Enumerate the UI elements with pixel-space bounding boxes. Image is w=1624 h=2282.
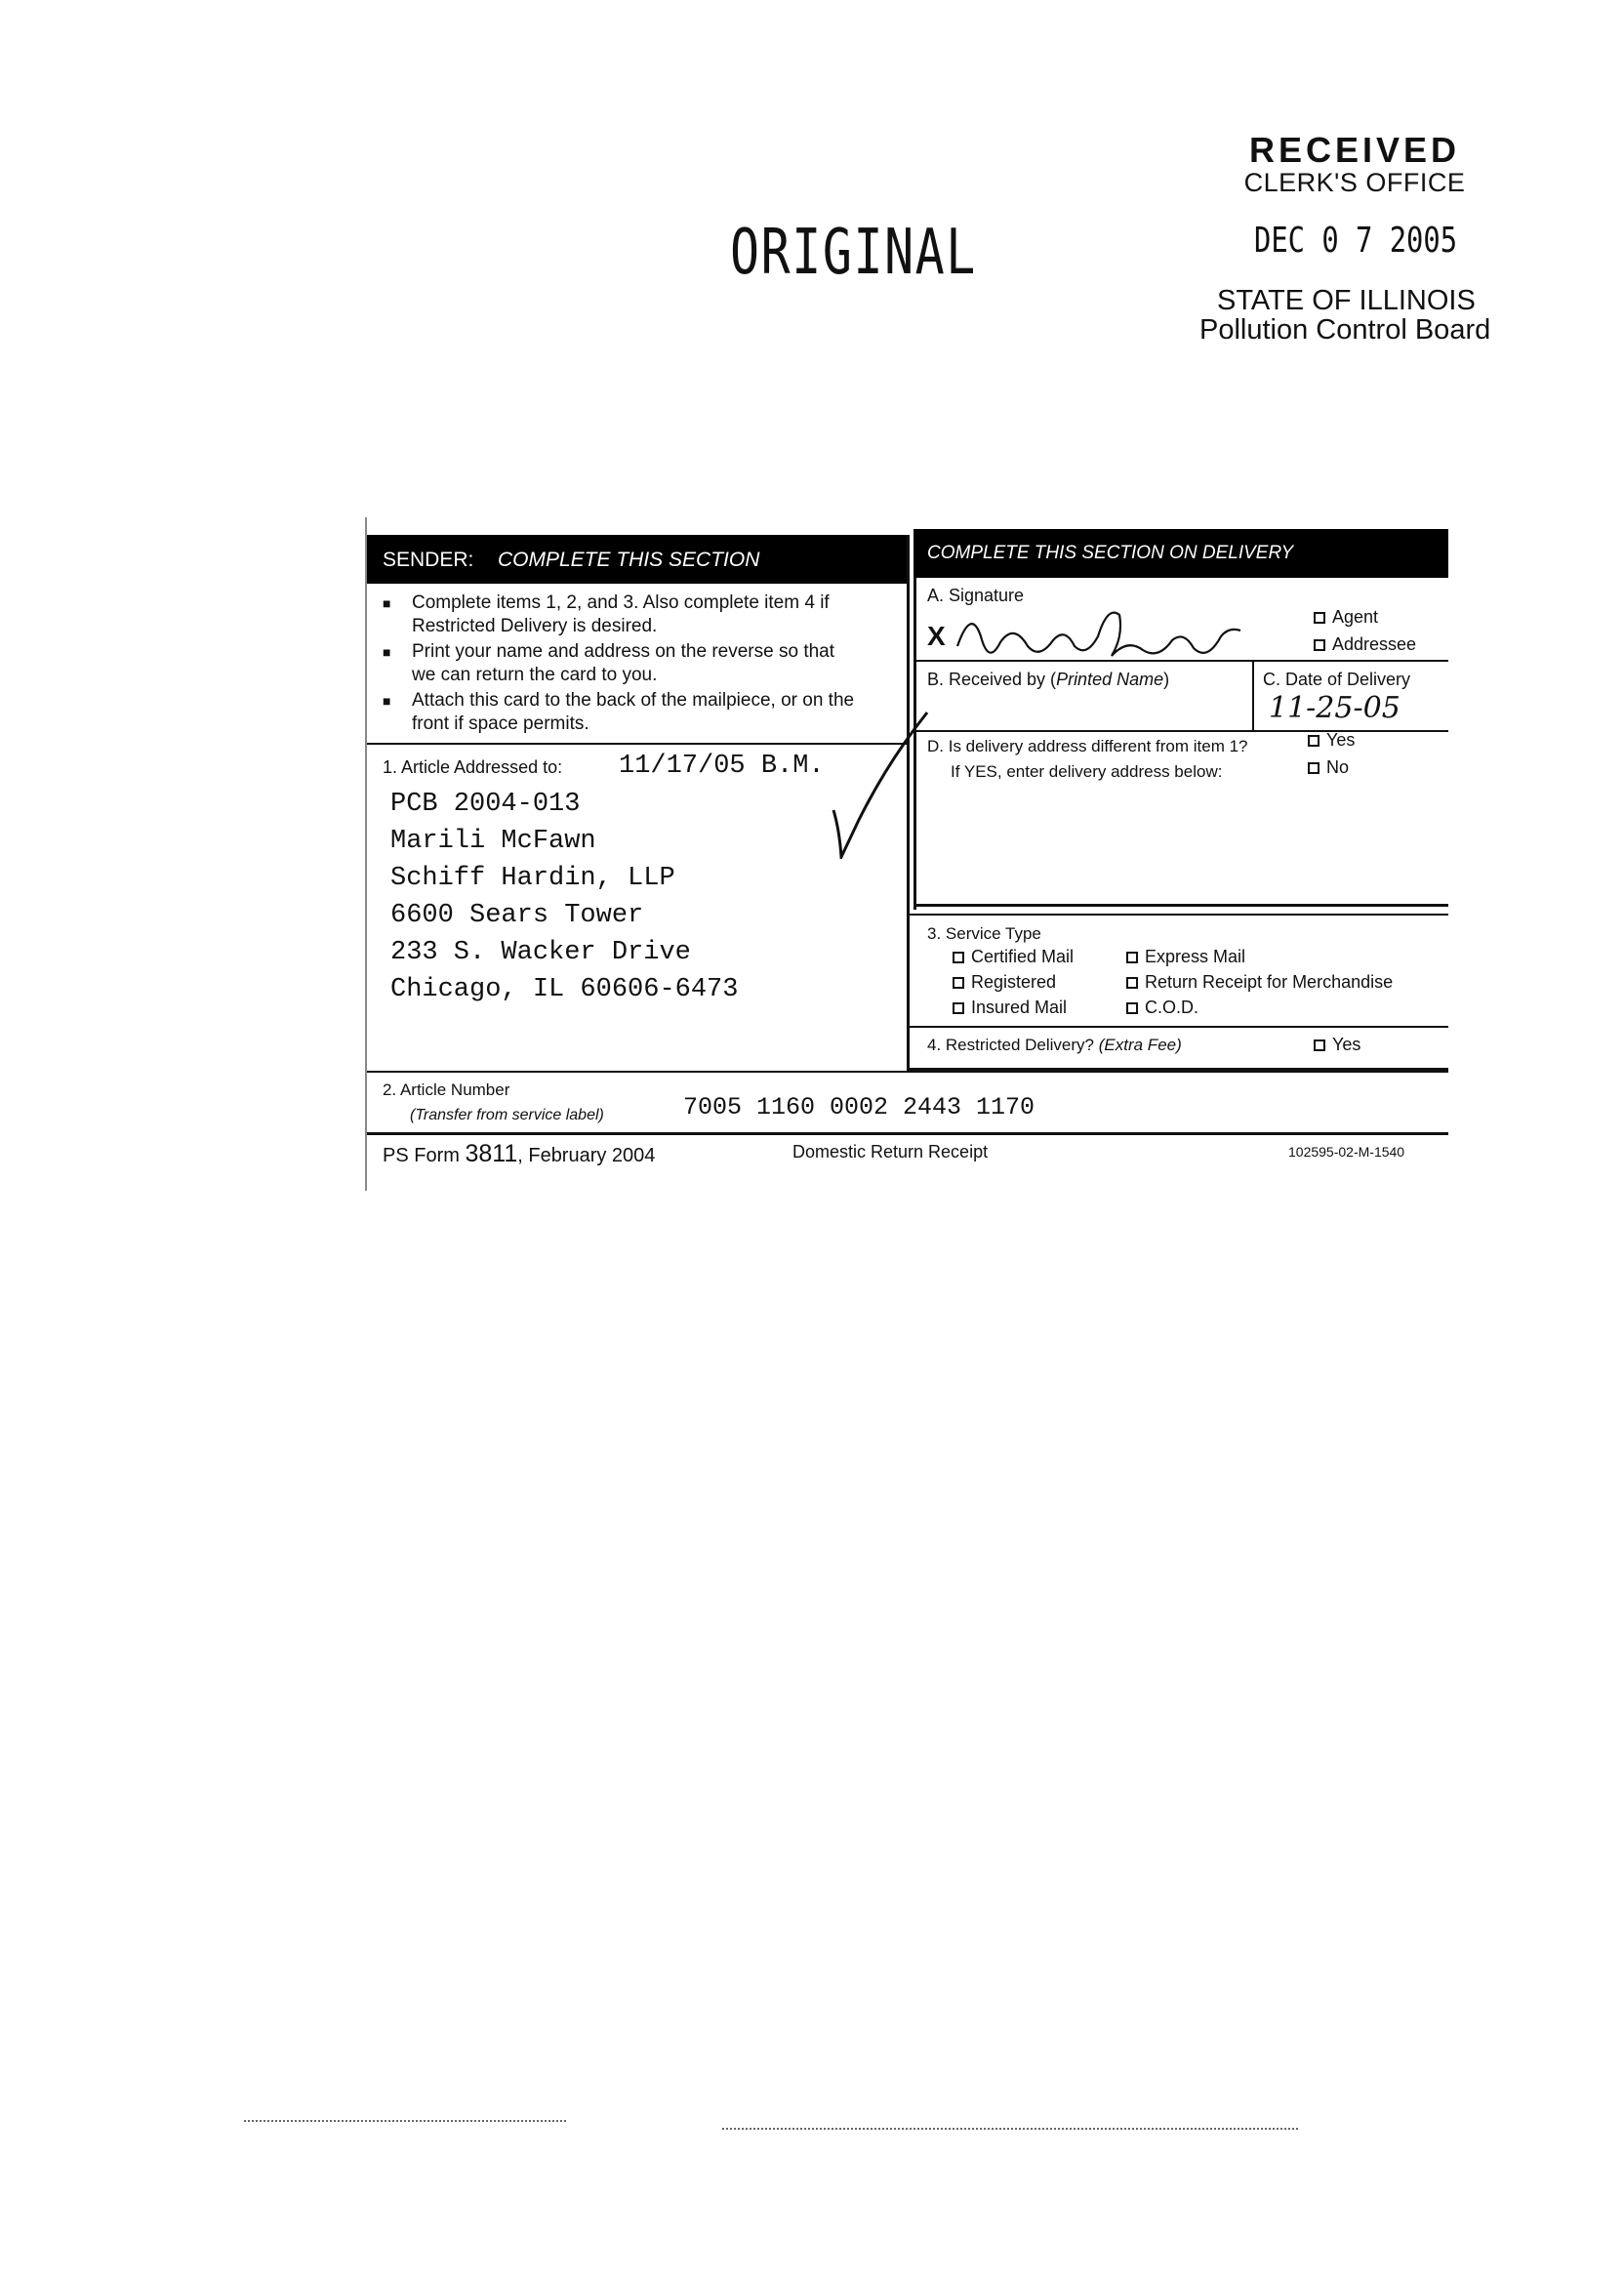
registered-label: Registered [971, 972, 1057, 992]
service-cod[interactable] [1126, 998, 1198, 1018]
service-bottom [907, 1026, 1448, 1028]
express-label: Express Mail [1145, 947, 1246, 966]
footer-top [367, 1132, 1448, 1135]
service-express[interactable] [1126, 947, 1245, 967]
service-registered[interactable] [953, 972, 1056, 993]
service-top [907, 914, 1448, 916]
address-line-5: 233 S. Wacker Drive [390, 938, 691, 967]
date-of-delivery-label: C. Date of Delivery [1263, 670, 1411, 689]
agent-checkbox[interactable] [1314, 612, 1325, 624]
footer-center: Domestic Return Receipt [792, 1142, 989, 1161]
extra-fee-label: (Extra Fee) [1098, 1036, 1182, 1054]
insured-checkbox[interactable] [953, 1002, 964, 1014]
instruction-3: ■ Attach this card to the back of the mailpiece, or on the front if space permits. [412, 689, 871, 736]
different-address-question: D. Is delivery address different from item 1? [927, 737, 1248, 755]
form-prefix: PS Form [383, 1145, 460, 1166]
stamp-state: STATE OF ILLINOIS [1217, 285, 1476, 316]
stamp-received: RECEIVED [1248, 130, 1461, 170]
service-certified[interactable] [953, 947, 1074, 967]
form-date: , February 2004 [517, 1145, 656, 1166]
restricted-yes-label: Yes [1332, 1035, 1361, 1054]
address-block [390, 786, 738, 1008]
stamp-clerks-office: CLERK'S OFFICE [1243, 168, 1466, 197]
addressee-checkbox[interactable] [1314, 639, 1325, 651]
address-line-4: 6600 Sears Tower [390, 901, 644, 930]
left-vertical-line [365, 517, 367, 1191]
article-number-top [367, 1071, 1448, 1073]
address-line-6: Chicago, IL 60606-6473 [390, 975, 739, 1004]
scan-artifact-2 [722, 2128, 1298, 2132]
return-receipt-label: Return Receipt for Merchandise [1145, 972, 1394, 992]
restricted-delivery-label [927, 1033, 1182, 1057]
certified-label: Certified Mail [971, 947, 1075, 966]
express-checkbox[interactable] [1126, 952, 1138, 963]
insured-label: Insured Mail [971, 998, 1068, 1017]
different-address-no[interactable] [1308, 757, 1349, 778]
form-number: 3811 [465, 1140, 518, 1167]
signature-scribble [952, 597, 1244, 675]
scan-artifact-1 [244, 2120, 566, 2124]
sender-header-prefix: SENDER: [383, 549, 474, 571]
date-of-delivery-value: 11-25-05 [1269, 691, 1401, 725]
sender-header-rest: COMPLETE THIS SECTION [498, 549, 760, 571]
different-address-yes-checkbox[interactable] [1308, 735, 1320, 747]
agent-label: Agent [1332, 607, 1379, 627]
restricted-label: 4. Restricted Delivery? [927, 1036, 1095, 1054]
received-by-label [927, 668, 1169, 692]
address-line-2: Marili McFawn [390, 827, 596, 856]
service-insured[interactable] [953, 998, 1067, 1018]
sender-instructions-bottom [367, 743, 907, 745]
received-stamp [1208, 130, 1501, 197]
sender-header [367, 535, 907, 584]
cod-checkbox[interactable] [1126, 1002, 1138, 1014]
different-address-yes[interactable] [1308, 730, 1355, 751]
received-by-bottom [914, 730, 1448, 732]
agent-option[interactable] [1314, 607, 1378, 628]
item-d-bottom [914, 904, 1448, 907]
instruction-2: ■ Print your name and address on the reverse so that we can return the card to you. [412, 640, 851, 687]
return-receipt-checkbox[interactable] [1126, 977, 1138, 989]
different-address-yes-label: Yes [1326, 730, 1356, 750]
received-by-prefix: B. Received by ( [927, 670, 1057, 689]
article-number-value: 7005 1160 0002 2443 1170 [683, 1093, 1035, 1121]
signature-x: X [927, 621, 946, 651]
original-mark: ORIGINAL [730, 217, 977, 289]
address-line-3: Schiff Hardin, LLP [390, 864, 675, 893]
received-by-italic: Printed Name [1056, 670, 1164, 689]
transfer-label: (Transfer from service label) [410, 1107, 604, 1123]
footer-code: 102595-02-M-1540 [1288, 1144, 1405, 1160]
registered-checkbox[interactable] [953, 977, 964, 989]
handwritten-note: 11/17/05 B.M. [619, 752, 825, 781]
service-type-label: 3. Service Type [927, 924, 1041, 943]
addressee-option[interactable] [1314, 634, 1416, 655]
restricted-yes-checkbox[interactable] [1314, 1039, 1325, 1051]
instruction-1: ■ Complete items 1, 2, and 3. Also complete item 4 if Restricted Delivery is desired. [412, 591, 851, 638]
stamp-board: Pollution Control Board [1199, 314, 1491, 346]
certified-checkbox[interactable] [953, 952, 964, 963]
address-line-1: PCB 2004-013 [390, 790, 581, 819]
addressee-label: Addressee [1332, 634, 1417, 654]
check-mark-icon [830, 703, 937, 859]
date-divider [1252, 660, 1254, 730]
received-by-end: ) [1163, 670, 1170, 689]
service-return-receipt[interactable] [1126, 972, 1393, 993]
stamp-date: DEC 0 7 2005 [1254, 221, 1458, 261]
form-id [383, 1140, 655, 1168]
different-address-no-checkbox[interactable] [1308, 762, 1320, 774]
article-addressed-label: 1. Article Addressed to: [383, 757, 563, 777]
delivery-header-text: COMPLETE THIS SECTION ON DELIVERY [927, 543, 1294, 563]
restricted-yes[interactable] [1314, 1035, 1360, 1055]
delivery-header [914, 529, 1448, 578]
different-address-no-label: No [1326, 757, 1350, 777]
if-yes-label: If YES, enter delivery address below: [951, 762, 1223, 781]
article-number-label: 2. Article Number [383, 1080, 510, 1099]
signature-label: A. Signature [927, 586, 1025, 605]
cod-label: C.O.D. [1145, 998, 1199, 1017]
